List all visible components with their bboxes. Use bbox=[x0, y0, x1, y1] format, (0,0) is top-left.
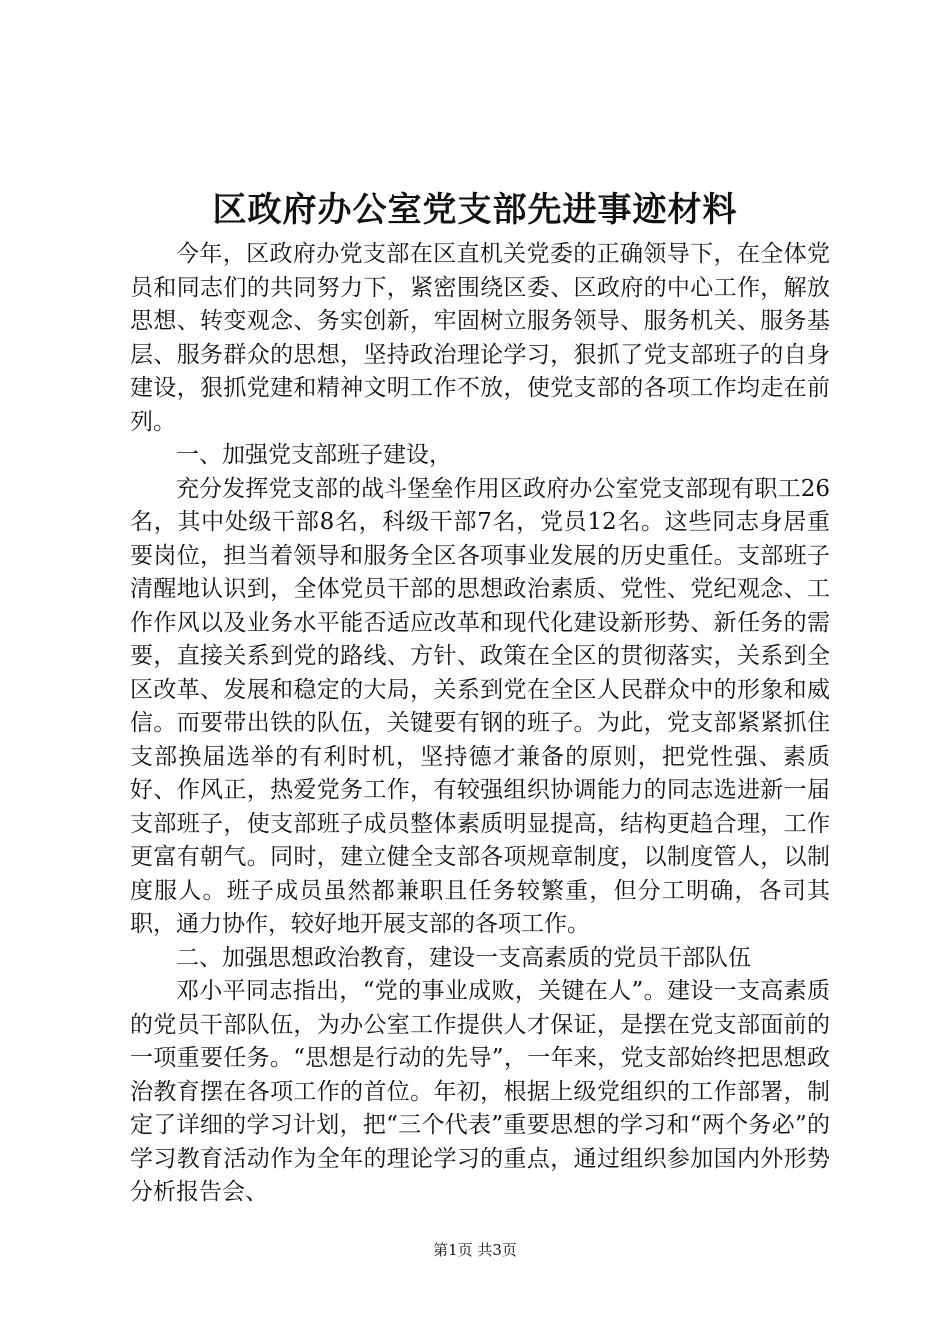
document-body bbox=[130, 238, 830, 1210]
page-number-footer: 第1页 共3页 bbox=[433, 1241, 517, 1259]
section-heading-2: 二、加强思想政治教育，建设一支高素质的党员干部队伍 bbox=[176, 944, 751, 971]
paragraph-intro: 今年，区政府办党支部在区直机关党委的正确领导下，在全体党员和同志们的共同努力下，紧密围绕区委、区政府的中心工作，解放思想、转变观念、务实创新，牢固树立服务领导、服务机关、服务基层、服务群众的思想，坚持政治理论学习，狠抓了党支部班子的自身建设，狠抓党建和精神文明工作不放，使党支部的各项工作均走在前列。 bbox=[130, 241, 830, 435]
document-title: 区政府办公室党支部先进事迹材料 bbox=[212, 190, 738, 230]
section-heading-1: 一、加强党支部班子建设， bbox=[176, 442, 452, 468]
paragraph-section-1: 充分发挥党支部的战斗堡垒作用区政府办公室党支部现有职工26名，其中处级干部8名，科级干部7名，党员12名。这些同志身居重要岗位，担当着领导和服务全区各项事业发展的历史重任。支部班子清醒地认识到，全体党员干部的思想政治素质、党性、党纪观念、工作作风以及业务水平能否适应改革和现代化建设新形势、新任务的需要，直接关系到党的路线、方针、政策在全区的贯彻落实，关系到全区改革、发展和稳定的大局，关系到党在全区人民群众中的形象和威信。而要带出铁的队伍，关键要有钢的班子。为此，党支部紧紧抓住支部换届选举的有利时机，坚持德才兼备的原则，把党性强、素质好、作风正，热爱党务工作，有较强组织协调能力的同志选进新一届支部班子，使支部班子成员整体素质明显提高，结构更趋合理，工作更富有朝气。同时，建立健全支部各项规章制度，以制度管人，以制度服人。班子成员虽然都兼职且任务较繁重，但分工明确，各司其职，通力协作，较好地开展支部的各项工作。 bbox=[130, 475, 830, 937]
paragraph-section-2: 邓小平同志指出，“党的事业成败，关键在人”。建设一支高素质的党员干部队伍，为办公室工作提供人才保证，是摆在党支部面前的一项重要任务。“思想是行动的先导”，一年来，党支部始终把思想政治教育摆在各项工作的首位。年初，根据上级党组织的工作部署，制定了详细的学习计划，把“三个代表”重要思想的学习和“两个务必”的学习教育活动作为全年的理论学习的重点，通过组织参加国内外形势分析报告会、 bbox=[130, 978, 830, 1205]
